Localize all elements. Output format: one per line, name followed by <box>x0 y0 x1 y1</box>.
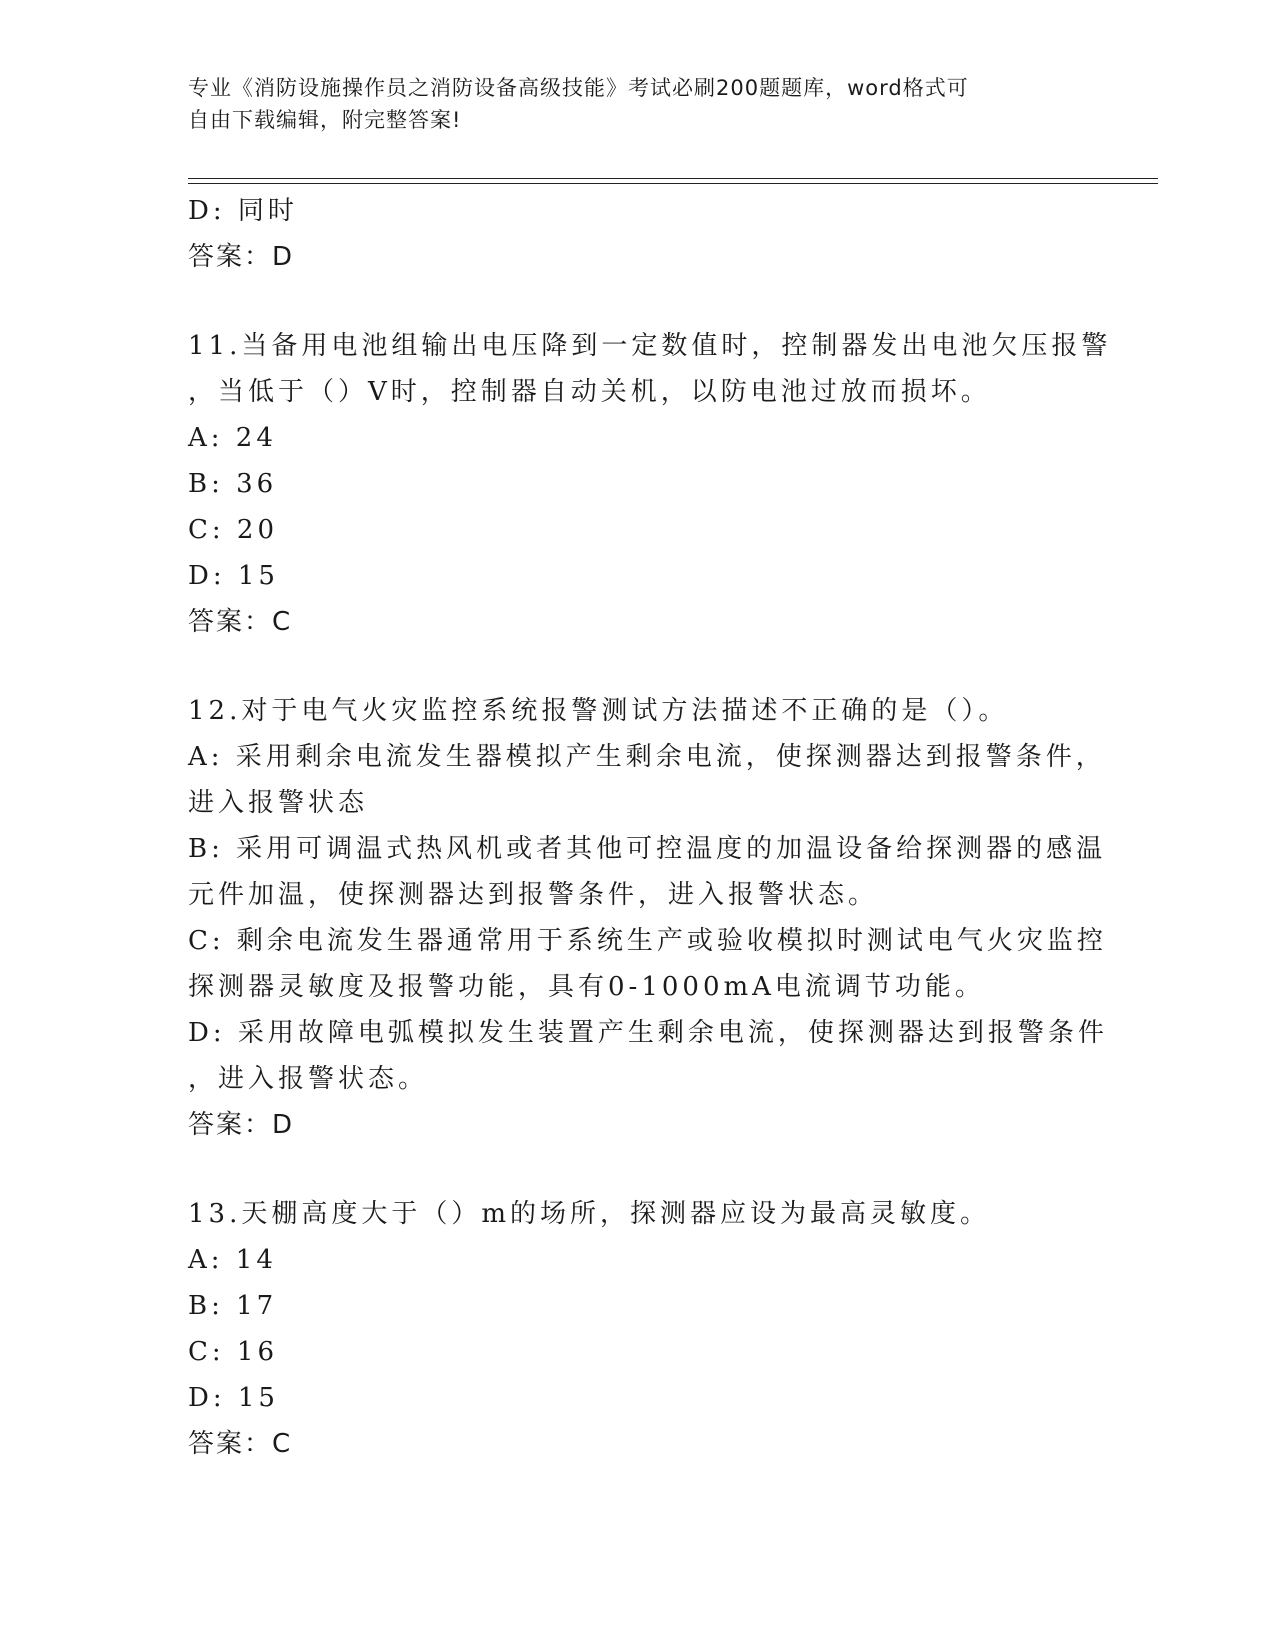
question-text: 11.当备用电池组输出电压降到一定数值时，控制器发出电池欠压报警 <box>188 331 1112 361</box>
option-d: D: 15 <box>188 1383 279 1413</box>
question-13 <box>188 1191 1088 1467</box>
option-a: A: 采用剩余电流发生器模拟产生剩余电流，使探测器达到报警条件， <box>188 742 1106 772</box>
option-a: A: 24 <box>188 423 277 453</box>
question-spacer <box>188 280 1088 323</box>
question-content <box>188 188 1112 1467</box>
question-11 <box>188 323 1112 645</box>
option-d: D: 15 <box>188 561 279 591</box>
option-a-continued: 进入报警状态 <box>188 788 369 818</box>
option-c: C: 16 <box>188 1337 279 1367</box>
option-c-continued: 探测器灵敏度及报警功能，具有0-1000mA电流调节功能。 <box>188 972 985 1002</box>
option-b: B: 36 <box>188 469 278 499</box>
option-b: B: 采用可调温式热风机或者其他可控温度的加温设备给探测器的感温 <box>188 834 1107 864</box>
option-b-continued: 元件加温，使探测器达到报警条件，进入报警状态。 <box>188 880 879 910</box>
header-divider-bottom <box>188 183 1158 184</box>
answer-label: 答案：D <box>188 242 295 272</box>
option-a: A: 14 <box>188 1245 277 1275</box>
page-header <box>188 72 1068 136</box>
option-d: D: 采用故障电弧模拟发生装置产生剩余电流，使探测器达到报警条件 <box>188 1018 1108 1048</box>
question-text: 12.对于电气火灾监控系统报警测试方法描述不正确的是（）。 <box>188 696 1009 726</box>
question-spacer <box>188 1148 1088 1191</box>
option-d-continued: ，进入报警状态。 <box>188 1064 429 1094</box>
question-text-continued: ，当低于（）V时，控制器自动关机，以防电池过放而损坏。 <box>188 377 991 407</box>
option-c: C: 剩余电流发生器通常用于系统生产或验收模拟时测试电气火灾监控 <box>188 926 1107 956</box>
header-title-line-2: 自由下载编辑，附完整答案! <box>188 108 462 132</box>
question-text: 13.天棚高度大于（）m的场所，探测器应设为最高灵敏度。 <box>188 1199 991 1229</box>
option-d: D: 同时 <box>188 196 298 226</box>
question-10-tail <box>188 188 1088 280</box>
option-b: B: 17 <box>188 1291 278 1321</box>
answer-label: 答案：C <box>188 1429 293 1459</box>
question-12 <box>188 688 1108 1148</box>
answer-label: 答案：C <box>188 607 293 637</box>
question-spacer <box>188 645 1088 688</box>
option-c: C: 20 <box>188 515 279 545</box>
header-title-line-1: 专业《消防设施操作员之消防设备高级技能》考试必刷200题题库，word格式可 <box>188 76 969 100</box>
header-divider-top <box>188 178 1158 179</box>
answer-label: 答案：D <box>188 1110 295 1140</box>
